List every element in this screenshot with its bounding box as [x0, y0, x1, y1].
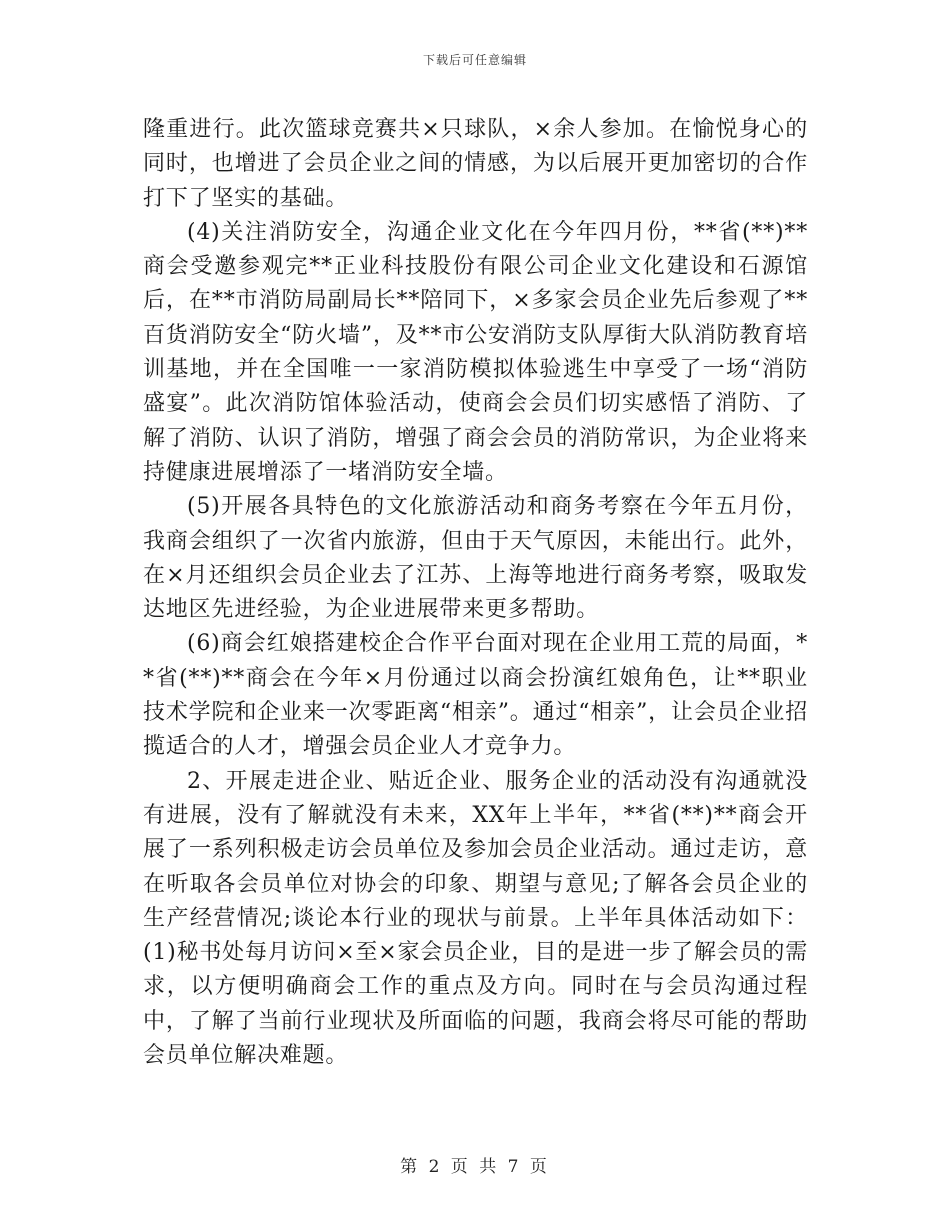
- paragraph-school-enterprise: (6)商会红娘搭建校企合作平台面对现在企业用工荒的局面，**省(**)**商会在今年×月份通过以商会扮演红娘角色，让**职业技术学院和企业来一次零距离“相亲”。通过“相亲”，让会员企业招揽适合的人才，增强会员企业人才竞争力。: [143, 631, 808, 760]
- paragraph-continuation: 隆重进行。此次篮球竞赛共×只球队，×余人参加。在愉悦身心的同时，也增进了会员企业之间的情感，为以后展开更加密切的合作打下了坚实的基础。: [143, 117, 808, 211]
- paragraph-culture-travel: (5)开展各具特色的文化旅游活动和商务考察在今年五月份，我商会组织了一次省内旅游，但由于天气原因，未能出行。此外，在×月还组织会员企业去了江苏、上海等地进行商务考察，吸取发达地区先进经验，为企业进展带来更多帮助。: [143, 494, 808, 623]
- page-number-footer: 第 2 页 共 7 页: [400, 1157, 550, 1177]
- paragraph-enterprise-visits: 2、开展走进企业、贴近企业、服务企业的活动没有沟通就没有进展，没有了解就没有未来，XX年上半年，**省(**)**商会开展了一系列积极走访会员单位及参加会员企业活动。通过走访，意在听取各会员单位对协会的印象、期望与意见;了解各会员企业的生产经营情况;谈论本行业的现状与前景。上半年具体活动如下：(1)秘书处每月访问×至×家会员企业，目的是进一步了解会员的需求，以方便明确商会工作的重点及方向。同时在与会员沟通过程中，了解了当前行业现状及所面临的问题，我商会将尽可能的帮助会员单位解决难题。: [143, 768, 808, 1069]
- page-header-note: 下载后可任意编辑: [422, 53, 527, 67]
- document-body: [143, 113, 808, 1073]
- paragraph-fire-safety: (4)关注消防安全，沟通企业文化在今年四月份，**省(**)**商会受邀参观完**正业科技股份有限公司企业文化建设和石源馆后，在**市消防局副局长**陪同下，×多家会员企业先后参观了**百货消防安全“防火墙”，及**市公安消防支队厚街大队消防教育培训基地，并在全国唯一一家消防模拟体验逃生中享受了一场“消防盛宴”。此次消防馆体验活动，使商会会员们切实感悟了消防、了解了消防、认识了消防，增强了商会会员的消防常识，为企业将来持健康进展增添了一堵消防安全墙。: [143, 219, 808, 485]
